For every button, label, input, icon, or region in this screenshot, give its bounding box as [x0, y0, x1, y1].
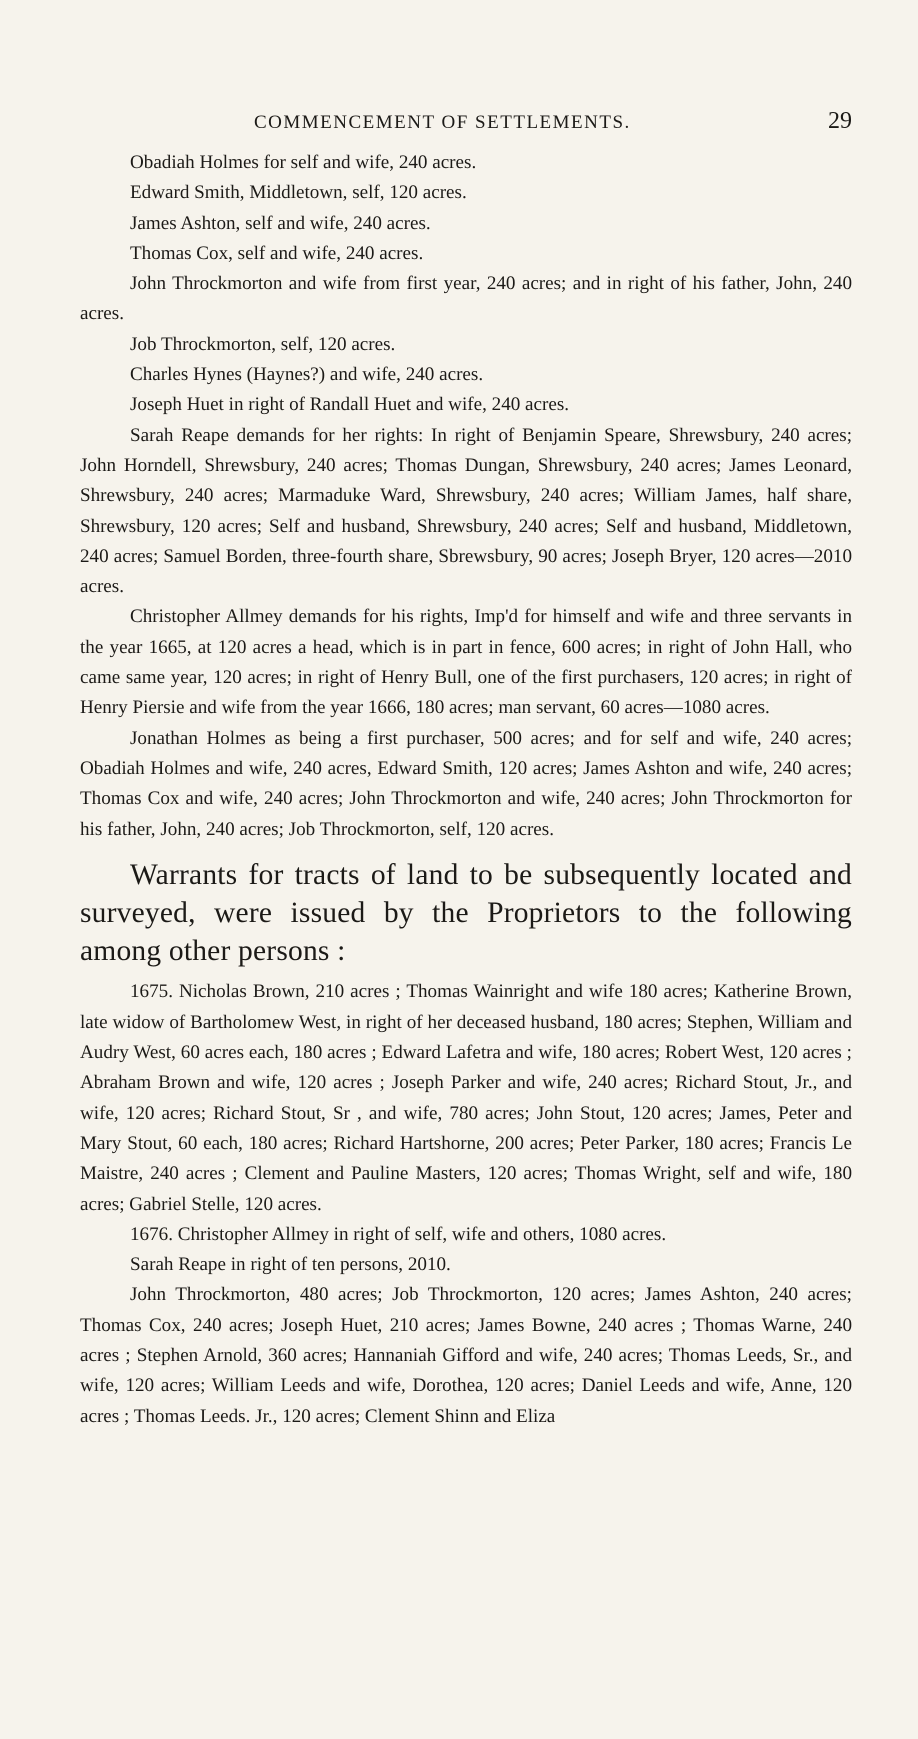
- paragraph: Edward Smith, Middletown, self, 120 acres.: [130, 182, 467, 204]
- running-head: [80, 108, 852, 148]
- paragraph: 1675. Nicholas Brown, 210 acres ; Thomas Wainright and wife 180 acres; Katherine Brown, late widow of Bartholomew West, in right of her deceased husband, 180 acres; Stephen, William and Audry West, 60 acres each, 180 acres ; Edward Lafetra and wife, 180 acres; Robert West, 120 acres ; Abraham Brown and wife, 120 acres ; Joseph Parker and wife, 240 acres; Richard Stout, Jr., and wife, 120 acres; Richard Stout, Sr , and wife, 780 acres; John Stout, 120 acres; James, Peter and Mary Stout, 60 each, 180 acres; Richard Hartshorne, 200 acres; Peter Parker, 180 acres; Francis Le Maistre, 240 acres ; Clement and Pauline Masters, 120 acres; Thomas Wright, self and wife, 180 acres; Gabriel Stelle, 120 acres.: [80, 981, 852, 1215]
- paragraph: Obadiah Holmes for self and wife, 240 acres.: [130, 152, 477, 173]
- book-page: [0, 108, 918, 1739]
- page-number: 29: [828, 108, 852, 134]
- section-heading-text: Warrants for tracts of land to be subsequently located and surveyed, were issued by the Proprietors to the following among other persons :: [80, 858, 852, 968]
- paragraph: Thomas Cox, self and wife, 240 acres.: [130, 242, 424, 264]
- paragraph: James Ashton, self and wife, 240 acres.: [130, 212, 431, 234]
- paragraph: John Throckmorton and wife from first year, 240 acres; and in right of his father, John, 240 acres.: [80, 273, 852, 325]
- body-text-top: [80, 148, 852, 845]
- paragraph: Christopher Allmey demands for his rights, Imp'd for himself and wife and three servants in the year 1665, at 120 acres a head, which is in part in fence, 600 acres; in right of John Hall, who came same year, 120 acres; in right of Henry Bull, one of the first purchasers, 120 acres; in right of Henry Piersie and wife from the year 1666, 180 acres; man servant, 60 acres—1080 acres.: [80, 606, 852, 719]
- body-text-bottom: [80, 977, 852, 1431]
- paragraph: Charles Hynes (Haynes?) and wife, 240 acres.: [130, 364, 484, 386]
- paragraph: 1676. Christopher Allmey in right of self, wife and others, 1080 acres.: [130, 1223, 667, 1245]
- section-heading: [80, 856, 852, 971]
- paragraph: Sarah Reape demands for her rights: In right of Benjamin Speare, Shrewsbury, 240 acres; John Horndell, Shrewsbury, 240 acres; Thomas Dungan, Shrewsbury, 240 acres; James Leonard, Shrewsbury, 240 acres; Marmaduke Ward, Shrewsbury, 240 acres; William James, half share, Shrewsbury, 120 acres; Self and husband, Shrewsbury, 240 acres; Self and husband, Middletown, 240 acres; Samuel Borden, three-fourth share, Sbrewsbury, 90 acres; Joseph Bryer, 120 acres—2010 acres.: [80, 424, 852, 598]
- running-title: COMMENCEMENT OF SETTLEMENTS.: [254, 112, 631, 133]
- paragraph: Joseph Huet in right of Randall Huet and wife, 240 acres.: [130, 394, 570, 416]
- paragraph: Jonathan Holmes as being a first purchaser, 500 acres; and for self and wife, 240 acres; Obadiah Holmes and wife, 240 acres, Edward Smith, 120 acres; James Ashton and wife, 240 acres; Thomas Cox and wife, 240 acres; John Throckmorton and wife, 240 acres; John Throckmorton for his father, John, 240 acres; Job Throckmorton, self, 120 acres.: [80, 727, 852, 840]
- paragraph: Job Throckmorton, self, 120 acres.: [130, 333, 396, 355]
- paragraph: John Throckmorton, 480 acres; Job Throckmorton, 120 acres; James Ashton, 240 acres; Thomas Cox, 240 acres; Joseph Huet, 210 acres; James Bowne, 240 acres ; Thomas Warne, 240 acres ; Stephen Arnold, 360 acres; Hannaniah Gifford and wife, 240 acres; Thomas Leeds, Sr., and wife, 120 acres; William Leeds and wife, Dorothea, 120 acres; Daniel Leeds and wife, Anne, 120 acres ; Thomas Leeds. Jr., 120 acres; Clement Shinn and Eliza: [80, 1284, 852, 1427]
- paragraph: Sarah Reape in right of ten persons, 2010.: [130, 1254, 451, 1276]
